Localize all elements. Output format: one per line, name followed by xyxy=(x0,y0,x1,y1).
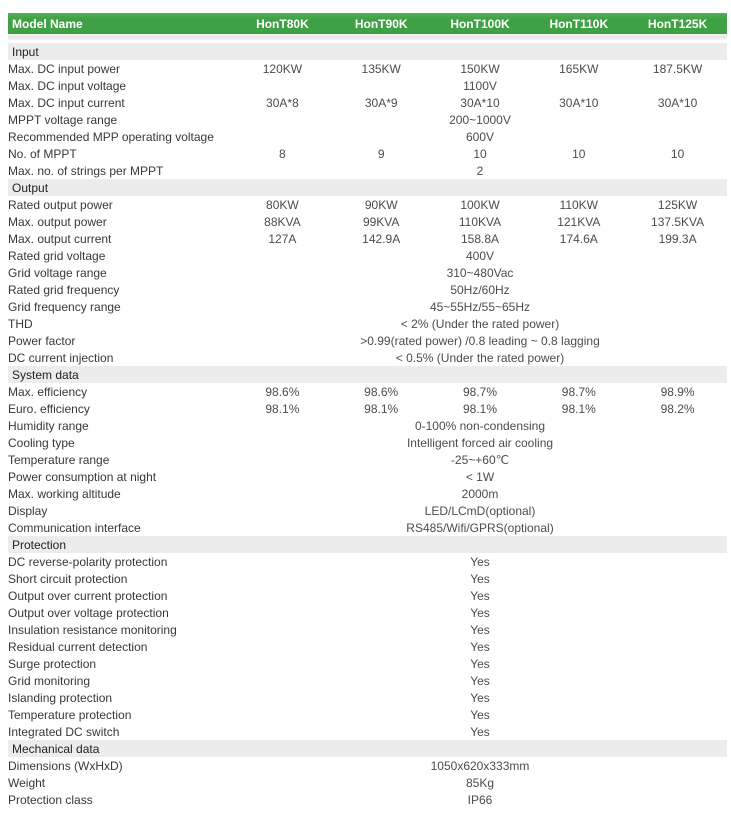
row-label: Rated grid frequency xyxy=(8,282,120,297)
row-value-hont90k: 9 xyxy=(377,146,385,161)
row-value-shared: 2000m xyxy=(461,486,499,501)
spec-row-protection-class xyxy=(8,791,727,808)
inverter-spec-table xyxy=(8,13,727,808)
row-label: DC reverse-polarity protection xyxy=(8,554,168,569)
row-value-shared: < 1W xyxy=(465,469,495,484)
row-value-shared: IP66 xyxy=(467,792,493,807)
section-header-output xyxy=(8,179,727,196)
spec-row-communication-interface xyxy=(8,519,727,536)
spec-row-integrated-dc-switch xyxy=(8,723,727,740)
row-value-hont100k: 10 xyxy=(473,146,487,161)
row-label: Islanding protection xyxy=(8,690,113,705)
spec-row-dc-current-injection xyxy=(8,349,727,366)
header-divider-strip xyxy=(8,34,727,43)
row-value-shared: Yes xyxy=(470,571,490,586)
row-value-hont110k: 98.1% xyxy=(561,401,596,416)
row-label: Max. output power xyxy=(8,214,107,229)
row-label: THD xyxy=(8,316,33,331)
row-label: Max. working altitude xyxy=(8,486,121,501)
spec-row-dimensions-wxhxd xyxy=(8,757,727,774)
row-value-hont90k: 90KW xyxy=(364,197,398,212)
row-label: Integrated DC switch xyxy=(8,724,120,739)
spec-row-cooling-type xyxy=(8,434,727,451)
row-value-hont80k: 98.6% xyxy=(265,384,300,399)
row-value-hont110k: 165KW xyxy=(559,61,599,76)
row-label: Max. DC input voltage xyxy=(8,78,127,93)
row-value-hont110k: 121KVA xyxy=(557,214,601,229)
row-value-shared: Yes xyxy=(470,554,490,569)
row-value-hont125k: 125KW xyxy=(657,197,698,212)
row-value-shared: Yes xyxy=(470,622,490,637)
row-value-hont125k: 137.5KVA xyxy=(651,214,705,229)
row-value-shared: Yes xyxy=(470,707,490,722)
row-label: Surge protection xyxy=(8,656,97,671)
section-title: Output xyxy=(8,179,727,196)
spec-row-display xyxy=(8,502,727,519)
row-value-shared: 1050x620x333mm xyxy=(430,758,530,773)
spec-row-max-output-current xyxy=(8,230,727,247)
spec-row-rated-grid-frequency xyxy=(8,281,727,298)
row-value-shared: LED/LCmD(optional) xyxy=(424,503,536,518)
row-value-shared: 400V xyxy=(465,248,495,263)
row-value-shared: Yes xyxy=(470,656,490,671)
spec-row-power-factor xyxy=(8,332,727,349)
spec-row-max-dc-input-current xyxy=(8,94,727,111)
row-label: Temperature range xyxy=(8,452,110,467)
row-value-hont100k: 98.7% xyxy=(462,384,497,399)
row-value-hont125k: 98.9% xyxy=(660,384,695,399)
row-value-shared: Yes xyxy=(470,605,490,620)
section-title: Mechanical data xyxy=(8,740,727,757)
row-value-shared: RS485/Wifi/GPRS(optional) xyxy=(406,520,554,535)
row-value-hont80k: 88KVA xyxy=(264,214,301,229)
section-header-protection xyxy=(8,536,727,553)
spec-row-output-over-current-protection xyxy=(8,587,727,604)
row-value-shared: 200~1000V xyxy=(449,112,511,127)
model-header-hont100k: HonT100K xyxy=(431,13,530,34)
row-label: Cooling type xyxy=(8,435,75,450)
row-value-hont125k: 187.5KW xyxy=(652,61,703,76)
spec-row-max-no-of-strings-per-mppt xyxy=(8,162,727,179)
spec-row-surge-protection xyxy=(8,655,727,672)
spec-row-residual-current-detection xyxy=(8,638,727,655)
row-value-shared: < 0.5% (Under the rated power) xyxy=(395,350,565,365)
row-value-hont125k: 98.2% xyxy=(660,401,695,416)
row-value-hont80k: 98.1% xyxy=(265,401,300,416)
row-value-hont100k: 98.1% xyxy=(462,401,497,416)
section-title: Input xyxy=(8,43,727,60)
row-value-hont90k: 142.9A xyxy=(362,231,401,246)
row-label: Humidity range xyxy=(8,418,89,433)
row-value-hont90k: 99KVA xyxy=(362,214,400,229)
spec-row-mppt-voltage-range xyxy=(8,111,727,128)
spec-row-grid-voltage-range xyxy=(8,264,727,281)
row-value-hont100k: 100KW xyxy=(460,197,500,212)
row-value-shared: 600V xyxy=(465,129,495,144)
row-value-shared: Yes xyxy=(470,724,490,739)
row-value-hont80k: 30A*8 xyxy=(266,95,299,110)
row-label: Grid voltage range xyxy=(8,265,107,280)
row-value-hont90k: 30A*9 xyxy=(364,95,398,110)
row-value-hont125k: 199.3A xyxy=(658,231,697,246)
row-value-hont125k: 30A*10 xyxy=(657,95,698,110)
row-value-shared: Intelligent forced air cooling xyxy=(406,435,554,450)
row-label: MPPT voltage range xyxy=(8,112,118,127)
row-label: Display xyxy=(8,503,48,518)
spec-row-temperature-protection xyxy=(8,706,727,723)
row-label: Communication interface xyxy=(8,520,141,535)
section-header-system-data xyxy=(8,366,727,383)
row-value-hont90k: 98.1% xyxy=(364,401,399,416)
spec-row-max-working-altitude xyxy=(8,485,727,502)
spec-row-max-efficiency xyxy=(8,383,727,400)
row-label: Insulation resistance monitoring xyxy=(8,622,177,637)
row-label: No. of MPPT xyxy=(8,146,77,161)
row-value-hont90k: 98.6% xyxy=(364,384,399,399)
row-label: Temperature protection xyxy=(8,707,132,722)
row-value-hont110k: 10 xyxy=(572,146,586,161)
row-value-hont100k: 150KW xyxy=(460,61,500,76)
row-value-hont80k: 127A xyxy=(268,231,297,246)
row-label: Max. efficiency xyxy=(8,384,88,399)
spec-row-max-dc-input-voltage xyxy=(8,77,727,94)
row-value-shared: 45~55Hz/55~65Hz xyxy=(429,299,531,314)
spec-row-temperature-range xyxy=(8,451,727,468)
row-label: Dimensions (WxHxD) xyxy=(8,758,123,773)
row-value-hont110k: 98.7% xyxy=(561,384,596,399)
model-name-header: Model Name xyxy=(8,13,233,34)
spec-row-thd xyxy=(8,315,727,332)
row-value-hont125k: 10 xyxy=(670,146,685,161)
spec-row-no-of-mppt xyxy=(8,145,727,162)
row-value-hont110k: 174.6A xyxy=(559,231,598,246)
row-value-shared: 310~480Vac xyxy=(446,265,514,280)
row-label: Max. DC input power xyxy=(8,61,121,76)
row-label: Power factor xyxy=(8,333,76,348)
row-label: Grid frequency range xyxy=(8,299,121,314)
spec-row-recommended-mpp-operating-voltage xyxy=(8,128,727,145)
row-label: Rated grid voltage xyxy=(8,248,106,263)
section-title: System data xyxy=(8,366,727,383)
row-label: Grid monitoring xyxy=(8,673,91,688)
row-value-shared: 0-100% non-condensing xyxy=(414,418,546,433)
row-label: Max. output current xyxy=(8,231,112,246)
row-label: Rated output power xyxy=(8,197,113,212)
spec-row-humidity-range xyxy=(8,417,727,434)
spec-row-power-consumption-at-night xyxy=(8,468,727,485)
spec-row-dc-reverse-polarity-protection xyxy=(8,553,727,570)
row-value-shared: 85Kg xyxy=(465,775,495,790)
row-value-shared: Yes xyxy=(470,639,490,654)
spec-row-output-over-voltage-protection xyxy=(8,604,727,621)
section-header-mechanical-data xyxy=(8,740,727,757)
row-value-hont80k: 80KW xyxy=(266,197,299,212)
row-value-shared: 1100V xyxy=(463,78,497,93)
spec-row-rated-output-power xyxy=(8,196,727,213)
model-header-hont90k: HonT90K xyxy=(332,13,431,34)
model-header-hont80k: HonT80K xyxy=(233,13,332,34)
spec-row-grid-monitoring xyxy=(8,672,727,689)
spec-row-islanding-protection xyxy=(8,689,727,706)
model-header-hont110k: HonT110K xyxy=(529,13,628,34)
model-header-hont125k: HonT125K xyxy=(628,13,727,34)
row-value-shared: >0.99(rated power) /0.8 leading ~ 0.8 lagging xyxy=(360,333,600,348)
spec-row-weight xyxy=(8,774,727,791)
spec-table-body xyxy=(8,43,727,808)
row-label: Protection class xyxy=(8,792,93,807)
model-header-row xyxy=(8,13,727,34)
section-header-input xyxy=(8,43,727,60)
row-label: Euro. efficiency xyxy=(8,401,90,416)
spec-row-grid-frequency-range xyxy=(8,298,727,315)
row-value-hont100k: 110KVA xyxy=(458,214,502,229)
row-label: Max. no. of strings per MPPT xyxy=(8,163,164,178)
row-label: Weight xyxy=(8,775,46,790)
row-value-shared: -25~+60℃ xyxy=(450,452,510,467)
row-value-shared: < 2% (Under the rated power) xyxy=(400,316,560,331)
row-label: Output over current protection xyxy=(8,588,168,603)
row-value-shared: 50Hz/60Hz xyxy=(450,282,510,297)
row-value-shared: 2 xyxy=(476,163,484,178)
row-value-shared: Yes xyxy=(470,588,490,603)
row-label: Recommended MPP operating voltage xyxy=(8,129,214,144)
row-value-hont80k: 8 xyxy=(279,146,286,161)
row-value-shared: Yes xyxy=(470,673,490,688)
row-value-hont100k: 158.8A xyxy=(460,231,500,246)
row-value-hont100k: 30A*10 xyxy=(460,95,500,110)
spec-row-rated-grid-voltage xyxy=(8,247,727,264)
section-title: Protection xyxy=(8,536,727,553)
spec-row-max-dc-input-power xyxy=(8,60,727,77)
row-label: Output over voltage protection xyxy=(8,605,169,620)
row-value-hont90k: 135KW xyxy=(361,61,401,76)
row-label: Power consumption at night xyxy=(8,469,157,484)
spec-row-short-circuit-protection xyxy=(8,570,727,587)
spec-row-max-output-power xyxy=(8,213,727,230)
row-value-hont110k: 30A*10 xyxy=(559,95,599,110)
spec-row-insulation-resistance-monitoring xyxy=(8,621,727,638)
row-value-hont80k: 120KW xyxy=(262,61,303,76)
row-label: Residual current detection xyxy=(8,639,148,654)
row-label: Short circuit protection xyxy=(8,571,128,586)
spec-row-euro-efficiency xyxy=(8,400,727,417)
row-value-shared: Yes xyxy=(470,690,490,705)
row-value-hont110k: 110KW xyxy=(559,197,599,212)
row-label: Max. DC input current xyxy=(8,95,125,110)
row-label: DC current injection xyxy=(8,350,114,365)
